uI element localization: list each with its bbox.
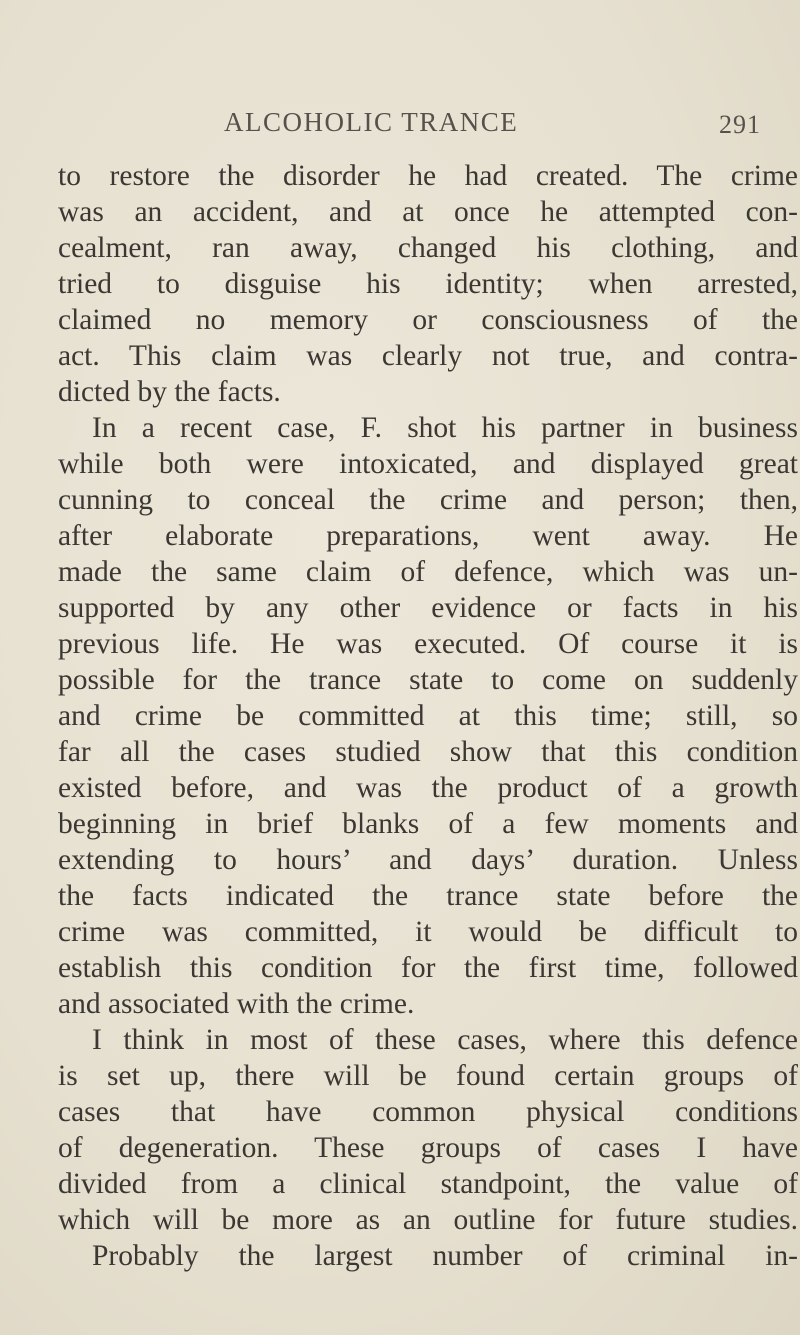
text-line: of degeneration. These groups of cases I have — [58, 1132, 798, 1164]
text-line: crime was committed, it would be difficult to — [58, 916, 798, 948]
text-line: act. This claim was clearly not true, and contra- — [58, 340, 798, 372]
text-line: is set up, there will be found certain groups of — [58, 1060, 798, 1092]
text-line: Probably the largest number of criminal in- — [92, 1240, 798, 1272]
text-line: and associated with the crime. — [58, 988, 415, 1020]
text-line: possible for the trance state to come on suddenly — [58, 664, 798, 696]
body-text — [58, 158, 798, 1274]
text-line: dicted by the facts. — [58, 376, 281, 408]
text-line: supported by any other evidence or facts in his — [58, 592, 798, 624]
text-line: In a recent case, F. shot his partner in business — [92, 412, 798, 444]
text-line: and crime be committed at this time; still, so — [58, 700, 798, 732]
text-line: tried to disguise his identity; when arrested, — [58, 268, 798, 300]
text-line: made the same claim of defence, which was un- — [58, 556, 798, 588]
text-line: beginning in brief blanks of a few moments and — [58, 808, 798, 840]
text-line: claimed no memory or consciousness of the — [58, 304, 798, 336]
text-line: establish this condition for the first time, followed — [58, 952, 798, 984]
text-line: which will be more as an outline for future studies. — [58, 1204, 798, 1236]
text-line: was an accident, and at once he attempted con- — [58, 196, 798, 228]
text-line: to restore the disorder he had created. The crime — [58, 160, 798, 192]
text-line: the facts indicated the trance state before the — [58, 880, 798, 912]
text-line: while both were intoxicated, and displayed great — [58, 448, 798, 480]
text-line: cealment, ran away, changed his clothing, and — [58, 232, 798, 264]
text-line: divided from a clinical standpoint, the value of — [58, 1168, 798, 1200]
text-line: previous life. He was executed. Of course it is — [58, 628, 798, 660]
text-line: existed before, and was the product of a growth — [58, 772, 798, 804]
text-line: cunning to conceal the crime and person; then, — [58, 484, 798, 516]
text-line: cases that have common physical conditions — [58, 1096, 798, 1128]
page-number: 291 — [719, 110, 761, 139]
running-head: ALCOHOLIC TRANCE — [224, 107, 519, 137]
text-line: extending to hours’ and days’ duration. Unless — [58, 844, 798, 876]
text-line: after elaborate preparations, went away. He — [58, 520, 798, 552]
text-line: far all the cases studied show that this condition — [58, 736, 798, 768]
text-line: I think in most of these cases, where this defence — [92, 1024, 798, 1056]
